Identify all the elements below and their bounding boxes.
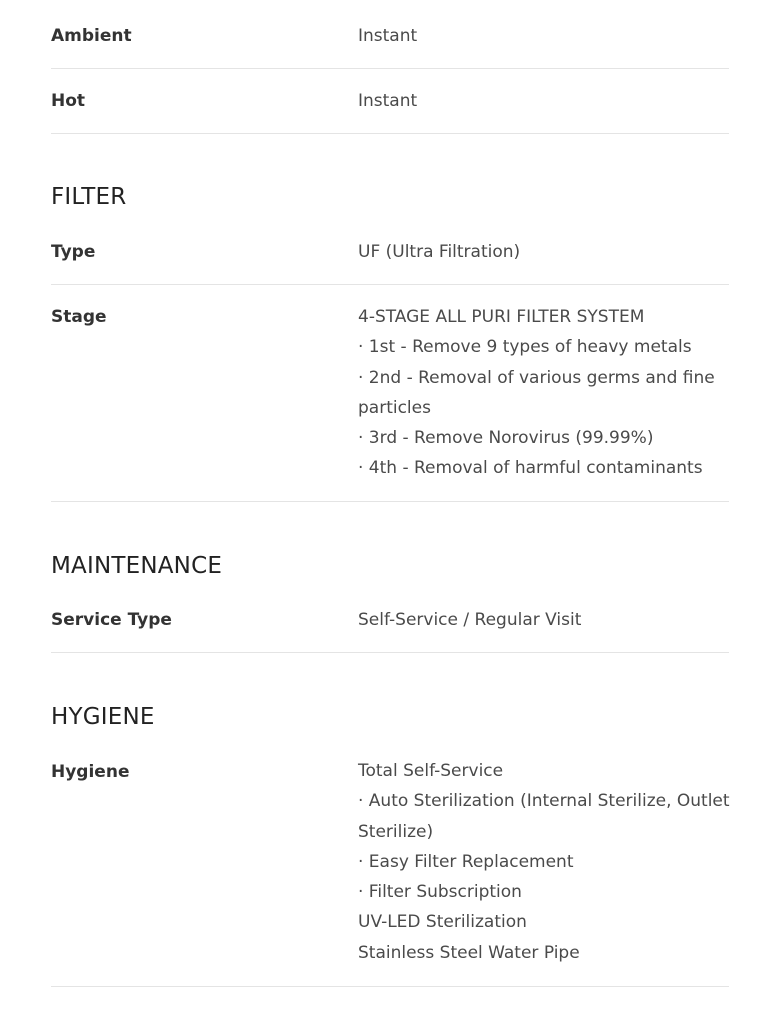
spec-value xyxy=(358,237,729,267)
spec-label: Type xyxy=(51,242,96,262)
spec-label: Service Type xyxy=(51,610,172,630)
spec-value-line: Sterilize) xyxy=(358,821,434,842)
spec-row-ambient xyxy=(51,0,729,69)
spec-value xyxy=(358,86,729,116)
spec-value-line: · Auto Sterilization (Internal Sterilize, Outlet xyxy=(358,791,730,812)
spec-value-line: · 3rd - Remove Norovirus (99.99%) xyxy=(358,428,654,449)
spec-value-line: · 2nd - Removal of various germs and fine xyxy=(358,367,715,388)
section-heading-maintenance: MAINTENANCE xyxy=(51,553,223,579)
spec-value-line: · Filter Subscription xyxy=(358,882,522,903)
spec-value xyxy=(358,302,729,484)
spec-label: Stage xyxy=(51,307,107,327)
spec-value-line: · 4th - Removal of harmful contaminants xyxy=(358,458,703,479)
spec-value-line: UV-LED Sterilization xyxy=(358,912,527,933)
section-heading-filter: FILTER xyxy=(51,184,127,210)
spec-row-service-type xyxy=(51,588,729,653)
spec-value-line: · Easy Filter Replacement xyxy=(358,851,574,872)
spec-value-line: Total Self-Service xyxy=(358,761,504,781)
spec-value-line: 4-STAGE ALL PURI FILTER SYSTEM xyxy=(358,307,645,327)
spec-label: Hygiene xyxy=(51,762,130,782)
spec-value-line: · 1st - Remove 9 types of heavy metals xyxy=(358,337,692,358)
spec-value xyxy=(358,21,729,51)
spec-value-line: Stainless Steel Water Pipe xyxy=(358,942,580,963)
spec-value-line: Instant xyxy=(358,26,418,46)
spec-value-line: UF (Ultra Filtration) xyxy=(358,242,521,262)
spec-row-hygiene xyxy=(51,740,729,987)
spec-value-line: Self-Service / Regular Visit xyxy=(358,610,582,630)
spec-row-stage xyxy=(51,285,729,502)
spec-label: Ambient xyxy=(51,26,132,46)
spec-value-line: particles xyxy=(358,397,431,418)
spec-row-type xyxy=(51,220,729,285)
spec-label: Hot xyxy=(51,91,86,111)
spec-value xyxy=(358,756,729,968)
spec-row-hot xyxy=(51,69,729,134)
section-heading-hygiene: HYGIENE xyxy=(51,704,155,730)
spec-value xyxy=(358,605,729,635)
spec-value-line: Instant xyxy=(358,91,418,111)
